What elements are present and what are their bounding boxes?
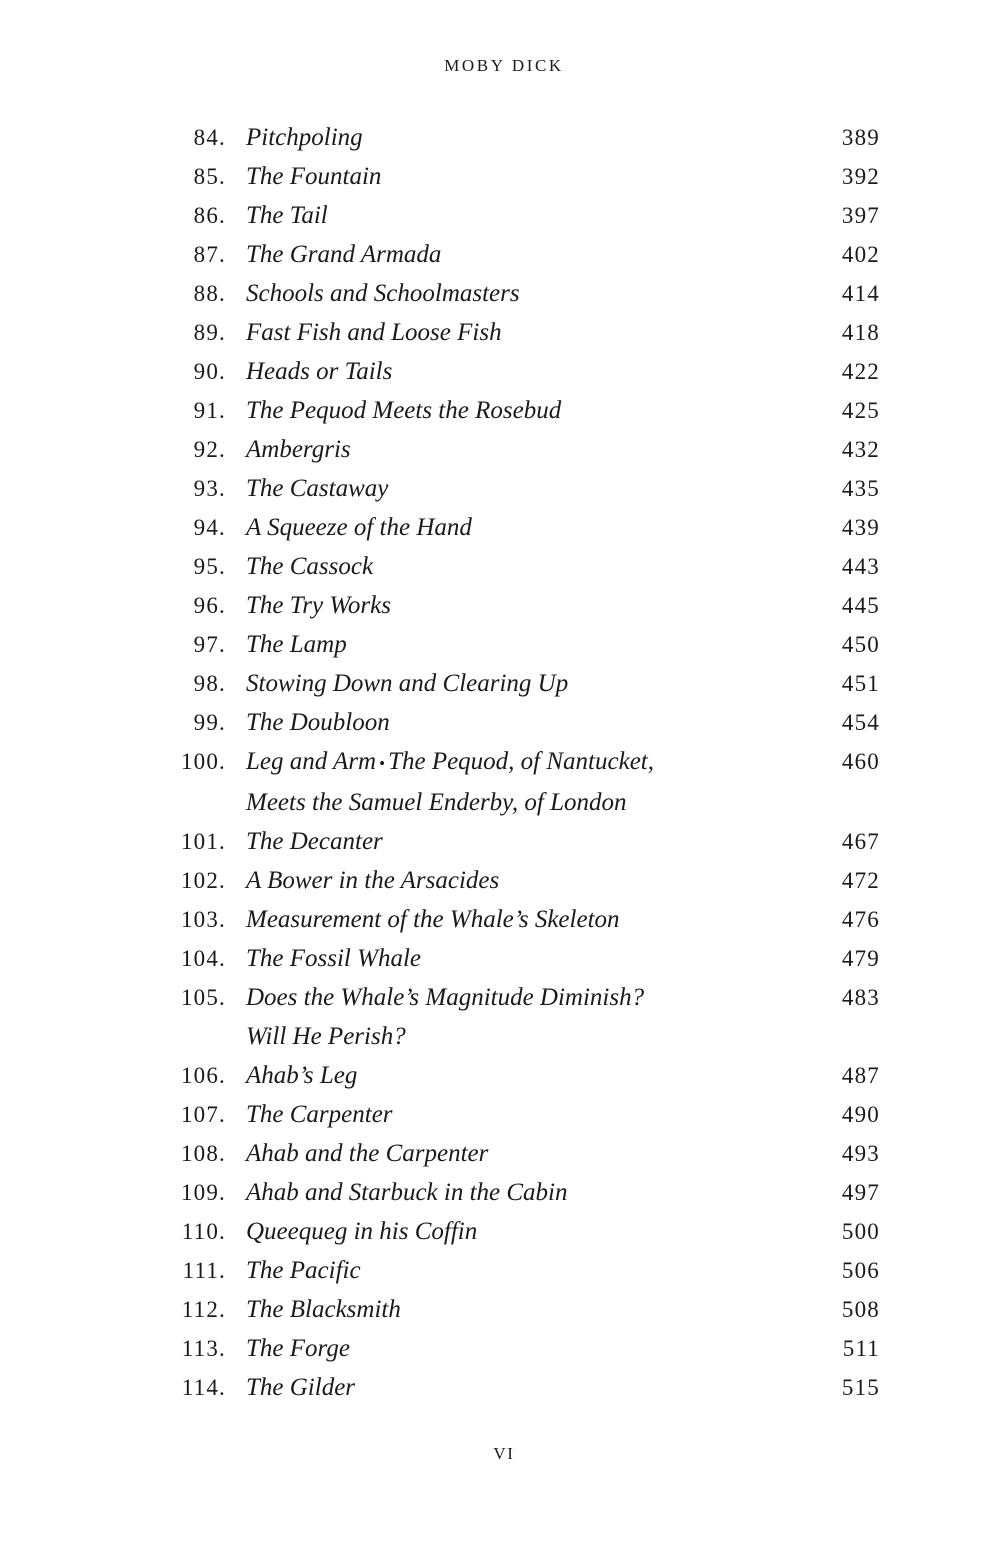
toc-entry-title-text: The Tail (246, 202, 328, 229)
toc-entry-page-number: 454 (841, 710, 880, 735)
toc-entry-title-continuation: The Pequod, of Nantucket, (388, 748, 654, 775)
page-folio: VI (493, 1444, 515, 1463)
toc-entry-number: 108. (180, 1140, 226, 1166)
toc-entry-number: 93. (193, 476, 226, 501)
toc-entry-number: 92. (193, 437, 226, 462)
toc-entry-title-text: The Pacific (246, 1256, 361, 1284)
toc-entry-title[interactable] (242, 742, 802, 822)
toc-entry-number: 107. (180, 1101, 226, 1127)
toc-entry-title[interactable] (242, 508, 802, 547)
toc-entry-title-text: The Gilder (246, 1373, 356, 1401)
toc-entry[interactable] (168, 352, 880, 391)
toc-entry-title-text: The Try Works (246, 592, 391, 619)
toc-entry-title-text: Ahab and the Carpenter (246, 1139, 489, 1167)
toc-entry-page-number: 451 (841, 671, 880, 696)
toc-entry[interactable] (168, 469, 880, 508)
toc-entry-page-number: 500 (841, 1218, 880, 1244)
toc-entry-page-number: 511 (842, 1335, 880, 1361)
toc-entry-page-number: 515 (841, 1374, 880, 1400)
toc-entry-title-text: A Squeeze of the Hand (246, 514, 472, 541)
toc-entry-number: 98. (193, 671, 226, 696)
toc-entry-title[interactable] (242, 1056, 802, 1095)
toc-entry-title-text: Ahab and Starbuck in the Cabin (246, 1178, 568, 1206)
toc-entry-bullet-separator: • (379, 753, 386, 773)
toc-entry[interactable] (168, 822, 880, 861)
toc-entry-title-text: Heads or Tails (246, 358, 393, 385)
toc-entry-page-number: 497 (841, 1179, 880, 1205)
toc-entry-title[interactable] (242, 274, 802, 313)
toc-entry[interactable] (168, 430, 880, 469)
toc-entry-number: 91. (193, 398, 226, 423)
running-head: MOBY DICK (444, 56, 564, 75)
toc-entry-title-text: The Cassock (246, 553, 374, 580)
toc-entry[interactable] (168, 586, 880, 625)
toc-entry-title[interactable] (242, 1368, 802, 1407)
toc-entry-number: 112. (181, 1296, 226, 1322)
toc-entry[interactable] (168, 1329, 880, 1368)
toc-entry-page-number: 460 (841, 749, 880, 774)
toc-entry-page-number: 493 (841, 1140, 880, 1166)
toc-entry-title[interactable] (242, 625, 802, 664)
toc-entry-title-text: Pitchpoling (246, 124, 363, 151)
toc-entry[interactable] (168, 1134, 880, 1173)
toc-entry[interactable] (168, 742, 880, 822)
toc-entry-page-number: 479 (841, 945, 880, 971)
toc-entry-title-text: The Lamp (246, 631, 347, 658)
toc-entry-title-text: The Doubloon (246, 709, 390, 736)
toc-entry-page-number: 414 (841, 281, 880, 306)
toc-entry[interactable] (168, 1290, 880, 1329)
toc-entry-number: 109. (180, 1179, 226, 1205)
toc-entry-number: 110. (181, 1218, 226, 1244)
toc-entry-number: 86. (193, 203, 226, 228)
toc-entry-title-text: Ahab’s Leg (246, 1061, 358, 1089)
toc-entry-title-text: The Decanter (246, 827, 383, 855)
toc-entry-title[interactable] (242, 1095, 802, 1134)
toc-entry[interactable] (168, 313, 880, 352)
toc-entry-number: 113. (181, 1335, 226, 1361)
toc-entry[interactable] (168, 703, 880, 742)
toc-entry[interactable] (168, 625, 880, 664)
toc-entry[interactable] (168, 900, 880, 939)
toc-entry-title-text: The Forge (246, 1334, 350, 1362)
toc-entry-number: 94. (193, 515, 226, 540)
toc-entry-title[interactable] (242, 430, 802, 469)
toc-entry[interactable] (168, 508, 880, 547)
toc-entry-title[interactable] (242, 900, 802, 939)
toc-entry[interactable] (168, 1368, 880, 1407)
toc-entry-title[interactable] (242, 118, 802, 157)
toc-entry-page-number: 397 (841, 203, 880, 228)
toc-entry[interactable] (168, 391, 880, 430)
toc-entry-title[interactable] (242, 861, 802, 900)
toc-entry-page-number: 445 (841, 593, 880, 618)
toc-entry-number: 97. (193, 632, 226, 657)
toc-entry-title-text: The Blacksmith (246, 1295, 401, 1323)
toc-entry-number: 85. (193, 164, 226, 189)
toc-entry-title-text: The Fossil Whale (246, 944, 421, 972)
toc-entry[interactable] (168, 664, 880, 703)
toc-entry-title[interactable] (242, 1251, 802, 1290)
toc-entry-number: 90. (193, 359, 226, 384)
toc-entry-title[interactable] (242, 313, 802, 352)
toc-entry-number: 100. (180, 749, 226, 774)
toc-entry-page-number: 467 (841, 828, 880, 854)
toc-entry-title-text: Leg and Arm (246, 748, 377, 775)
toc-entry-number: 87. (193, 242, 226, 267)
toc-entry[interactable] (168, 978, 880, 1056)
toc-entry-title-text: The Carpenter (246, 1100, 393, 1128)
toc-entry[interactable] (168, 1056, 880, 1095)
toc-entry-title[interactable] (242, 196, 802, 235)
toc-entry-page-number: 508 (841, 1296, 880, 1322)
toc-entry-page-number: 483 (841, 984, 880, 1010)
toc-entry[interactable] (168, 1251, 880, 1290)
toc-entry-title-text: Fast Fish and Loose Fish (246, 319, 502, 346)
toc-entry[interactable] (168, 157, 880, 196)
toc-entry-title[interactable] (242, 822, 802, 861)
toc-entry[interactable] (168, 547, 880, 586)
toc-entry-page-number: 389 (841, 125, 880, 150)
toc-entry-page-number: 418 (841, 320, 880, 345)
toc-entry-title[interactable] (242, 664, 802, 703)
toc-entry-title[interactable] (242, 1290, 802, 1329)
toc-entry-title-text: Ambergris (246, 436, 351, 463)
toc-entry-title[interactable] (242, 1329, 802, 1368)
toc-entry-title[interactable] (242, 1134, 802, 1173)
toc-entry-number: 103. (180, 906, 226, 932)
toc-entry-title-text: The Grand Armada (246, 241, 442, 268)
toc-entry-title[interactable] (242, 235, 802, 274)
toc-entry-number: 104. (180, 945, 226, 971)
toc-entry[interactable] (168, 235, 880, 274)
toc-entry-title[interactable] (242, 352, 802, 391)
toc-entry-number: 88. (193, 281, 226, 306)
toc-entry-page-number: 425 (841, 398, 880, 423)
toc-entry-number: 89. (193, 320, 226, 345)
toc-entry-title[interactable] (242, 939, 802, 978)
toc-entry-page-number: 506 (841, 1257, 880, 1283)
toc-entry-number: 96. (193, 593, 226, 618)
toc-entry-page-number: 402 (841, 242, 880, 267)
toc-entry-title-text: The Fountain (246, 163, 382, 190)
toc-entry-number: 114. (181, 1374, 226, 1400)
toc-entry-title-text: The Pequod Meets the Rosebud (246, 397, 562, 424)
toc-entry-title[interactable] (242, 469, 802, 508)
toc-entry[interactable] (168, 1212, 880, 1251)
toc-entry-number: 102. (180, 867, 226, 893)
toc-entry-page-number: 450 (841, 632, 880, 657)
toc-entry-number: 106. (180, 1062, 226, 1088)
toc-entry-title[interactable] (242, 1212, 802, 1251)
toc-entry-page-number: 472 (841, 867, 880, 893)
toc-entry-title-text: Stowing Down and Clearing Up (246, 670, 569, 697)
toc-entry-title[interactable] (242, 978, 802, 1056)
toc-entry-number: 84. (193, 125, 226, 150)
toc-entry-page-number: 439 (841, 515, 880, 540)
toc-entry-title[interactable] (242, 586, 802, 625)
toc-entry-page-number: 476 (841, 906, 880, 932)
toc-entry-number: 99. (193, 710, 226, 735)
toc-entry-number: 105. (180, 984, 226, 1010)
toc-entry-title[interactable] (242, 391, 802, 430)
toc-entry-title[interactable] (242, 703, 802, 742)
toc-entry-title-text: Measurement of the Whale’s Skeleton (246, 905, 620, 933)
toc-entry-title-text: The Castaway (246, 475, 389, 502)
toc-entry[interactable] (168, 1095, 880, 1134)
toc-entry-title-text: A Bower in the Arsacides (246, 866, 500, 894)
toc-entry-page-number: 432 (841, 437, 880, 462)
toc-entry-page-number: 435 (841, 476, 880, 501)
toc-entry-number: 101. (180, 828, 226, 854)
toc-entry[interactable] (168, 118, 880, 157)
toc-entry-title[interactable] (242, 1173, 802, 1212)
toc-entry-page-number: 443 (841, 554, 880, 579)
toc-entry[interactable] (168, 196, 880, 235)
toc-entry-subtitle: Meets the Samuel Enderby, of London (246, 788, 627, 816)
toc-entry-page-number: 490 (841, 1101, 880, 1127)
toc-entry[interactable] (168, 274, 880, 313)
toc-entry-number: 95. (193, 554, 226, 579)
toc-entry-number: 111. (182, 1257, 226, 1283)
toc-entry-page-number: 392 (841, 164, 880, 189)
toc-entry-page-number: 422 (841, 359, 880, 384)
toc-entry[interactable] (168, 861, 880, 900)
table-of-contents (168, 118, 880, 1407)
toc-entry-subtitle: Will He Perish? (246, 1022, 406, 1050)
toc-entry-title[interactable] (242, 547, 802, 586)
toc-entry[interactable] (168, 1173, 880, 1212)
toc-entry-title-text: Schools and Schoolmasters (246, 280, 520, 307)
toc-entry-title[interactable] (242, 157, 802, 196)
toc-entry[interactable] (168, 939, 880, 978)
toc-entry-page-number: 487 (841, 1062, 880, 1088)
toc-entry-title-text: Does the Whale’s Magnitude Diminish? (246, 983, 645, 1011)
toc-entry-title-text: Queequeg in his Coffin (246, 1217, 478, 1245)
